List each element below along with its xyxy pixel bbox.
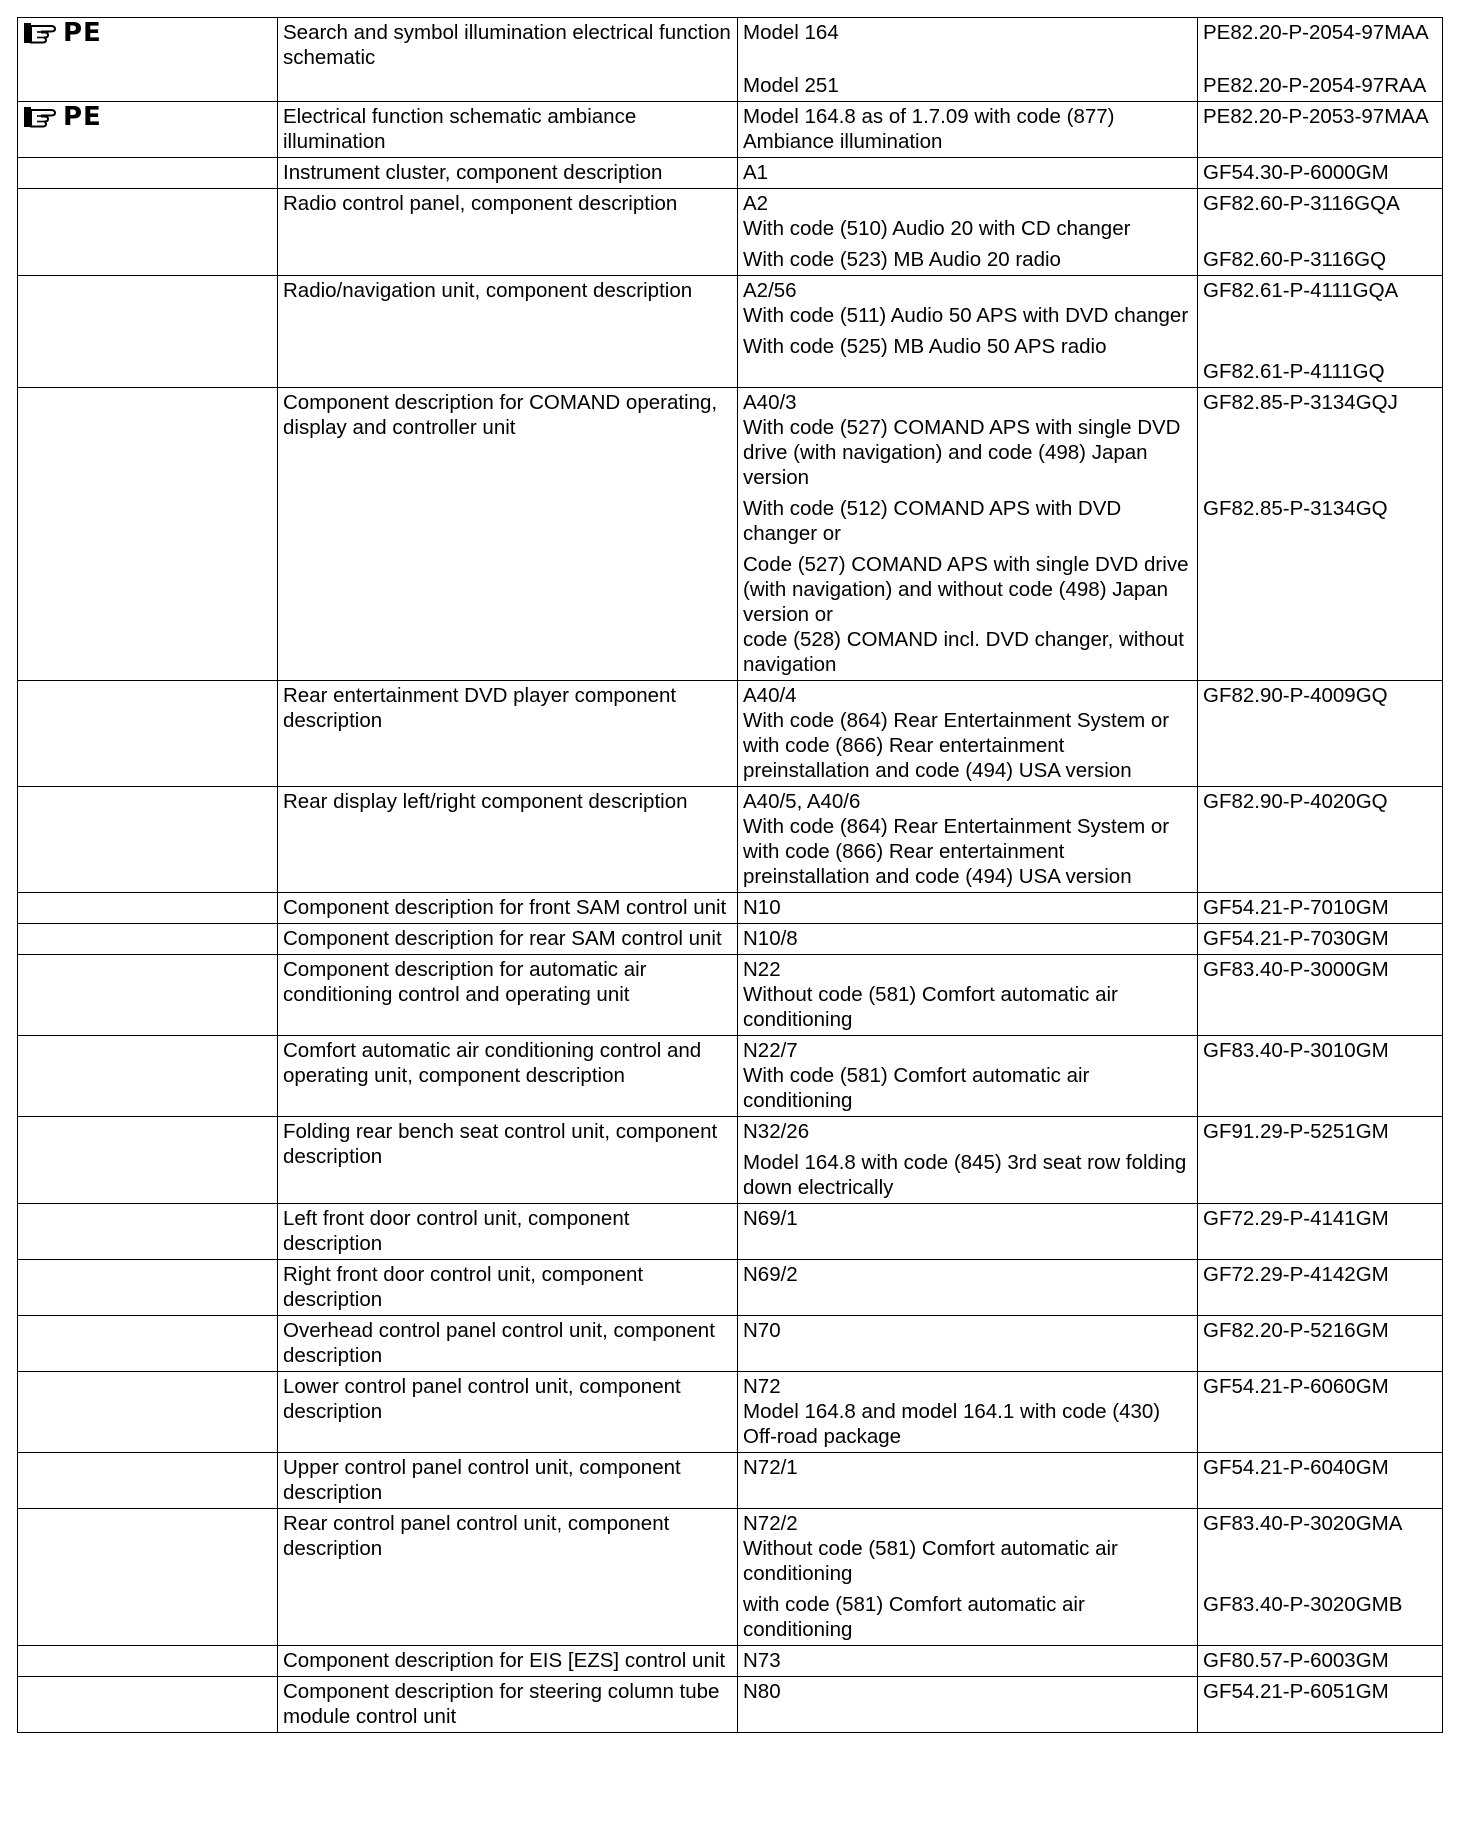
title-cell bbox=[278, 18, 738, 102]
component-title: Component description for COMAND operating, display and controller unit bbox=[283, 391, 718, 439]
reference-link[interactable]: GF80.57-P-6003GM bbox=[1203, 1649, 1389, 1672]
component-title: Comfort automatic air conditioning control and operating unit, component description bbox=[283, 1039, 702, 1087]
condition-line: With code (864) Rear Entertainment System or with code (866) Rear entertainment preinstallation and code (494) USA version bbox=[743, 709, 1170, 782]
condition-line: N10/8 bbox=[743, 927, 798, 950]
condition-line: A40/3 bbox=[743, 391, 797, 414]
reference-cell bbox=[1198, 1372, 1443, 1453]
condition-line: Without code (581) Comfort automatic air conditioning bbox=[743, 1537, 1118, 1585]
condition-line: N69/2 bbox=[743, 1263, 798, 1286]
condition-cell bbox=[738, 787, 1198, 893]
reference-link[interactable]: GF83.40-P-3000GM bbox=[1203, 958, 1389, 981]
reference-cell bbox=[1198, 1453, 1443, 1509]
marker-cell bbox=[18, 681, 278, 787]
pe-marker-label: PE bbox=[63, 17, 102, 48]
table-row bbox=[18, 102, 1443, 158]
condition-line: With code (510) Audio 20 with CD changer bbox=[743, 217, 1131, 240]
marker-cell bbox=[18, 787, 278, 893]
title-cell bbox=[278, 388, 738, 681]
condition-line: With code (511) Audio 50 APS with DVD changer bbox=[743, 304, 1189, 327]
condition-cell bbox=[738, 1316, 1198, 1372]
document-page bbox=[17, 17, 1442, 1733]
title-cell bbox=[278, 787, 738, 893]
component-title: Lower control panel control unit, component description bbox=[283, 1375, 681, 1423]
reference-cell bbox=[1198, 1204, 1443, 1260]
table-row bbox=[18, 1509, 1443, 1646]
reference-cell bbox=[1198, 893, 1443, 924]
condition-line: A1 bbox=[743, 161, 769, 184]
reference-link[interactable]: PE82.20-P-2053-97MAA bbox=[1203, 105, 1429, 128]
condition-line: N69/1 bbox=[743, 1207, 798, 1230]
table-row bbox=[18, 893, 1443, 924]
title-cell bbox=[278, 1260, 738, 1316]
reference-link[interactable]: PE82.20-P-2054-97RAA bbox=[1203, 74, 1427, 97]
component-title: Radio/navigation unit, component description bbox=[283, 279, 693, 302]
condition-cell bbox=[738, 924, 1198, 955]
reference-link[interactable]: GF54.21-P-7010GM bbox=[1203, 896, 1389, 919]
title-cell bbox=[278, 189, 738, 276]
reference-link[interactable]: GF54.21-P-6060GM bbox=[1203, 1375, 1389, 1398]
condition-line: N73 bbox=[743, 1649, 781, 1672]
title-cell bbox=[278, 1372, 738, 1453]
pe-marker-label: PE bbox=[63, 101, 102, 132]
table-row bbox=[18, 681, 1443, 787]
title-cell bbox=[278, 276, 738, 388]
reference-link[interactable]: GF82.90-P-4009GQ bbox=[1203, 684, 1388, 707]
condition-cell bbox=[738, 1646, 1198, 1677]
title-cell bbox=[278, 955, 738, 1036]
condition-line: N22/7 bbox=[743, 1039, 798, 1062]
marker-cell bbox=[18, 102, 278, 158]
table-row bbox=[18, 189, 1443, 276]
component-title: Left front door control unit, component description bbox=[283, 1207, 630, 1255]
reference-link[interactable]: GF72.29-P-4141GM bbox=[1203, 1207, 1389, 1230]
condition-line: With code (523) MB Audio 20 radio bbox=[743, 248, 1061, 271]
condition-line: With code (527) COMAND APS with single DVD drive (with navigation) and code (498) Japan version bbox=[743, 416, 1181, 489]
reference-cell bbox=[1198, 1036, 1443, 1117]
reference-link[interactable]: GF82.85-P-3134GQJ bbox=[1203, 391, 1398, 414]
condition-cell bbox=[738, 18, 1198, 102]
condition-cell bbox=[738, 1372, 1198, 1453]
reference-link[interactable]: GF91.29-P-5251GM bbox=[1203, 1120, 1389, 1143]
pe-marker[interactable] bbox=[23, 17, 273, 48]
component-title: Upper control panel control unit, component description bbox=[283, 1456, 681, 1504]
marker-cell bbox=[18, 955, 278, 1036]
reference-cell bbox=[1198, 1316, 1443, 1372]
marker-cell bbox=[18, 1117, 278, 1204]
reference-cell bbox=[1198, 189, 1443, 276]
condition-line: N80 bbox=[743, 1680, 781, 1703]
condition-cell bbox=[738, 276, 1198, 388]
marker-cell bbox=[18, 1509, 278, 1646]
component-title: Component description for front SAM control unit bbox=[283, 896, 727, 919]
title-cell bbox=[278, 102, 738, 158]
component-reference-table bbox=[17, 17, 1443, 1733]
title-cell bbox=[278, 158, 738, 189]
condition-cell bbox=[738, 1204, 1198, 1260]
condition-cell bbox=[738, 189, 1198, 276]
component-title: Radio control panel, component description bbox=[283, 192, 678, 215]
reference-link[interactable]: GF83.40-P-3020GMB bbox=[1203, 1593, 1403, 1616]
component-title: Right front door control unit, component description bbox=[283, 1263, 644, 1311]
reference-link[interactable]: GF82.60-P-3116GQ bbox=[1203, 248, 1387, 271]
reference-link[interactable]: GF83.40-P-3010GM bbox=[1203, 1039, 1389, 1062]
table-row bbox=[18, 1204, 1443, 1260]
marker-cell bbox=[18, 158, 278, 189]
reference-link[interactable]: GF82.61-P-4111GQA bbox=[1203, 279, 1399, 302]
marker-cell bbox=[18, 1677, 278, 1733]
reference-link[interactable]: GF82.61-P-4111GQ bbox=[1203, 360, 1385, 383]
reference-link[interactable]: GF72.29-P-4142GM bbox=[1203, 1263, 1389, 1286]
table-row bbox=[18, 787, 1443, 893]
reference-cell bbox=[1198, 1646, 1443, 1677]
component-title: Rear control panel control unit, component description bbox=[283, 1512, 670, 1560]
component-title: Folding rear bench seat control unit, component description bbox=[283, 1120, 718, 1168]
table-row bbox=[18, 1260, 1443, 1316]
table-row bbox=[18, 276, 1443, 388]
condition-cell bbox=[738, 893, 1198, 924]
condition-line: N22 bbox=[743, 958, 781, 981]
condition-line: N70 bbox=[743, 1319, 781, 1342]
marker-cell bbox=[18, 1204, 278, 1260]
reference-cell bbox=[1198, 18, 1443, 102]
condition-line: Without code (581) Comfort automatic air conditioning bbox=[743, 983, 1118, 1031]
marker-cell bbox=[18, 924, 278, 955]
condition-line: Model 164.8 as of 1.7.09 with code (877) Ambiance illumination bbox=[743, 105, 1115, 153]
condition-line: Model 164.8 with code (845) 3rd seat row folding down electrically bbox=[743, 1151, 1187, 1199]
title-cell bbox=[278, 893, 738, 924]
condition-line: code (528) COMAND incl. DVD changer, without navigation bbox=[743, 628, 1184, 676]
table-row bbox=[18, 1316, 1443, 1372]
table-row bbox=[18, 1677, 1443, 1733]
condition-line: N72/2 bbox=[743, 1512, 798, 1535]
marker-cell bbox=[18, 388, 278, 681]
condition-cell bbox=[738, 955, 1198, 1036]
condition-line: With code (581) Comfort automatic air conditioning bbox=[743, 1064, 1090, 1112]
condition-cell bbox=[738, 1677, 1198, 1733]
condition-line: N72 bbox=[743, 1375, 781, 1398]
marker-cell bbox=[18, 1260, 278, 1316]
reference-cell bbox=[1198, 681, 1443, 787]
condition-line: with code (581) Comfort automatic air conditioning bbox=[743, 1593, 1085, 1641]
component-title: Overhead control panel control unit, component description bbox=[283, 1319, 715, 1367]
reference-link[interactable]: GF54.30-P-6000GM bbox=[1203, 161, 1389, 184]
component-title: Component description for EIS [EZS] control unit bbox=[283, 1649, 726, 1672]
title-cell bbox=[278, 1509, 738, 1646]
marker-cell bbox=[18, 1316, 278, 1372]
component-title: Search and symbol illumination electrical function schematic bbox=[283, 21, 731, 69]
condition-line: Model 164.8 and model 164.1 with code (430) Off-road package bbox=[743, 1400, 1161, 1448]
component-title: Electrical function schematic ambiance illumination bbox=[283, 105, 637, 153]
condition-cell bbox=[738, 1036, 1198, 1117]
reference-cell bbox=[1198, 158, 1443, 189]
condition-cell bbox=[738, 1260, 1198, 1316]
title-cell bbox=[278, 1316, 738, 1372]
component-title: Component description for automatic air conditioning control and operating unit bbox=[283, 958, 647, 1006]
table-row bbox=[18, 955, 1443, 1036]
marker-cell bbox=[18, 189, 278, 276]
table-row bbox=[18, 158, 1443, 189]
reference-link[interactable]: GF54.21-P-7030GM bbox=[1203, 927, 1389, 950]
condition-cell bbox=[738, 388, 1198, 681]
condition-cell bbox=[738, 1509, 1198, 1646]
reference-link[interactable]: GF54.21-P-6051GM bbox=[1203, 1680, 1389, 1703]
marker-cell bbox=[18, 1036, 278, 1117]
title-cell bbox=[278, 1677, 738, 1733]
table-body bbox=[18, 18, 1443, 1733]
title-cell bbox=[278, 924, 738, 955]
table-row bbox=[18, 1372, 1443, 1453]
table-row bbox=[18, 1453, 1443, 1509]
condition-line: Code (527) COMAND APS with single DVD drive (with navigation) and without code (498) Japan version or bbox=[743, 553, 1189, 626]
component-title: Instrument cluster, component description bbox=[283, 161, 663, 184]
reference-link[interactable]: GF82.20-P-5216GM bbox=[1203, 1319, 1389, 1342]
reference-cell bbox=[1198, 276, 1443, 388]
title-cell bbox=[278, 1453, 738, 1509]
reference-link[interactable]: GF82.85-P-3134GQ bbox=[1203, 497, 1388, 520]
reference-cell bbox=[1198, 1117, 1443, 1204]
condition-line: N72/1 bbox=[743, 1456, 798, 1479]
reference-link[interactable]: GF82.60-P-3116GQA bbox=[1203, 192, 1400, 215]
condition-line: Model 251 bbox=[743, 74, 839, 97]
marker-cell bbox=[18, 18, 278, 102]
reference-cell bbox=[1198, 787, 1443, 893]
title-cell bbox=[278, 681, 738, 787]
reference-cell bbox=[1198, 388, 1443, 681]
marker-cell bbox=[18, 1372, 278, 1453]
component-title: Component description for steering column tube module control unit bbox=[283, 1680, 720, 1728]
title-cell bbox=[278, 1204, 738, 1260]
condition-cell bbox=[738, 1453, 1198, 1509]
reference-link[interactable]: GF82.90-P-4020GQ bbox=[1203, 790, 1388, 813]
marker-cell bbox=[18, 1646, 278, 1677]
reference-cell bbox=[1198, 955, 1443, 1036]
reference-cell bbox=[1198, 1677, 1443, 1733]
condition-cell bbox=[738, 1117, 1198, 1204]
condition-line: A40/5, A40/6 bbox=[743, 790, 861, 813]
table-row bbox=[18, 1117, 1443, 1204]
condition-cell bbox=[738, 158, 1198, 189]
marker-cell bbox=[18, 1453, 278, 1509]
condition-cell bbox=[738, 681, 1198, 787]
marker-cell bbox=[18, 276, 278, 388]
condition-line: A2 bbox=[743, 192, 769, 215]
component-title: Rear entertainment DVD player component description bbox=[283, 684, 677, 732]
condition-line: With code (512) COMAND APS with DVD changer or bbox=[743, 497, 1122, 545]
reference-link[interactable]: GF83.40-P-3020GMA bbox=[1203, 1512, 1403, 1535]
condition-line: With code (525) MB Audio 50 APS radio bbox=[743, 335, 1107, 358]
table-row bbox=[18, 388, 1443, 681]
condition-line: With code (864) Rear Entertainment System or with code (866) Rear entertainment preinstallation and code (494) USA version bbox=[743, 815, 1170, 888]
reference-cell bbox=[1198, 1509, 1443, 1646]
pointing-hand-icon bbox=[23, 106, 57, 128]
condition-line: A2/56 bbox=[743, 279, 797, 302]
reference-cell bbox=[1198, 1260, 1443, 1316]
component-title: Component description for rear SAM control unit bbox=[283, 927, 722, 950]
table-row bbox=[18, 924, 1443, 955]
title-cell bbox=[278, 1117, 738, 1204]
pe-marker[interactable] bbox=[23, 101, 273, 132]
reference-cell bbox=[1198, 102, 1443, 158]
table-row bbox=[18, 1036, 1443, 1117]
title-cell bbox=[278, 1036, 738, 1117]
condition-cell bbox=[738, 102, 1198, 158]
reference-cell bbox=[1198, 924, 1443, 955]
pointing-hand-icon bbox=[23, 22, 57, 44]
reference-link[interactable]: PE82.20-P-2054-97MAA bbox=[1203, 21, 1429, 44]
reference-link[interactable]: GF54.21-P-6040GM bbox=[1203, 1456, 1389, 1479]
table-row bbox=[18, 18, 1443, 102]
title-cell bbox=[278, 1646, 738, 1677]
condition-line: N32/26 bbox=[743, 1120, 810, 1143]
table-row bbox=[18, 1646, 1443, 1677]
condition-line: Model 164 bbox=[743, 21, 839, 44]
component-title: Rear display left/right component description bbox=[283, 790, 688, 813]
condition-line: A40/4 bbox=[743, 684, 797, 707]
condition-line: N10 bbox=[743, 896, 781, 919]
marker-cell bbox=[18, 893, 278, 924]
